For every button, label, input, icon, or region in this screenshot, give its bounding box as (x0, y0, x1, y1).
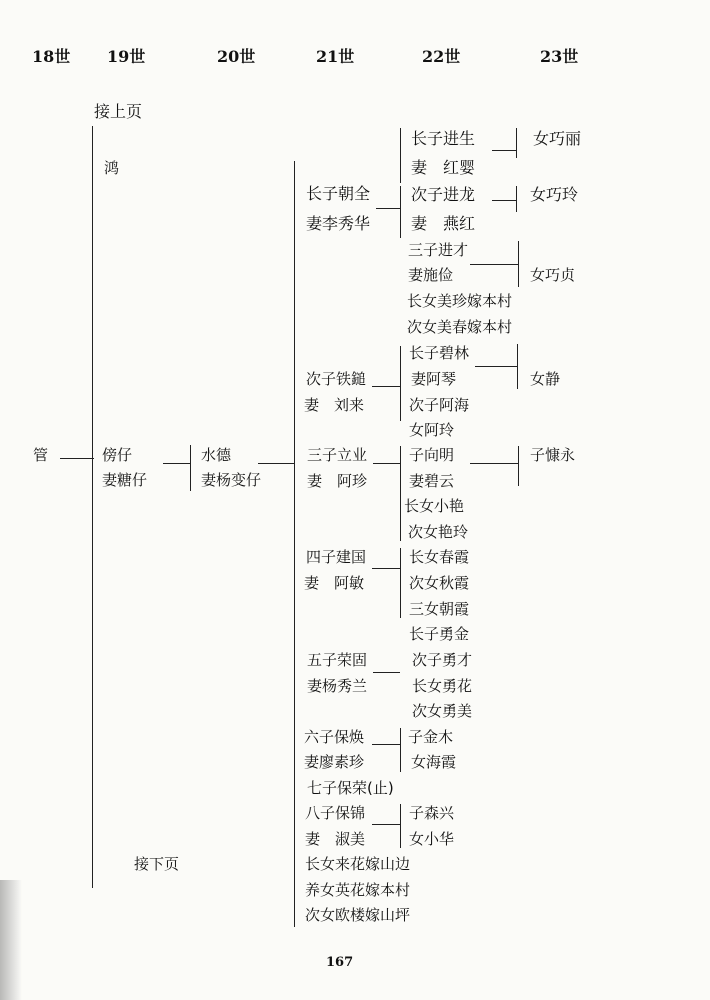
gen22-meizhen: 长女美珍嫁本村 (407, 292, 513, 310)
gen22-xiaoyan: 长女小艳 (404, 497, 465, 515)
gen22-bracket (400, 548, 401, 618)
gen20-wife: 妻杨变仔 (201, 471, 262, 489)
generation-header-22: 22世 (422, 47, 461, 66)
generation-header-19: 19世 (107, 47, 146, 66)
connector-line (258, 463, 294, 464)
gen22-jincai: 三子进才 (408, 241, 469, 259)
continued-from-note: 接上页 (94, 102, 143, 121)
gen22-bracket (400, 186, 401, 238)
continued-to-note: 接下页 (134, 855, 180, 873)
gen22-yanling: 次女艳玲 (408, 523, 469, 541)
gen22-bracket (400, 804, 401, 848)
connector-line (372, 824, 400, 825)
gen19-wife: 妻糖仔 (102, 471, 148, 489)
gen22-zhaoxia: 三女朝霞 (409, 600, 470, 618)
connector-line (470, 463, 518, 464)
gen21-son2-wife: 妻 刘来 (304, 396, 365, 414)
gen18-name: 管 (33, 446, 49, 464)
gen22-bracket (400, 128, 401, 183)
gen22-xiangming-wife: 妻碧云 (409, 472, 455, 490)
gen22-jinmu: 子金木 (408, 728, 454, 746)
gen21-son4-wife: 妻 阿敏 (304, 574, 365, 592)
generation-header-21: 21世 (316, 47, 355, 66)
gen19-hong: 鸿 (104, 159, 120, 177)
gen21-son1: 长子朝全 (306, 184, 371, 203)
gen21-son8: 八子保锦 (305, 804, 366, 822)
gen21-son3-wife: 妻 阿珍 (307, 472, 368, 490)
gen23-bracket (518, 446, 519, 486)
gen22-jinlong: 次子进龙 (411, 185, 476, 204)
gen22-jinsheng: 长子进生 (411, 129, 476, 148)
connector-line (492, 150, 516, 151)
gen22-xiangming: 子向明 (409, 446, 455, 464)
gen22-ahai: 次子阿海 (409, 396, 470, 414)
connector-line (470, 264, 518, 265)
connector-line (373, 463, 400, 464)
connector-line (475, 366, 517, 367)
gen23-jing: 女静 (530, 370, 561, 388)
page-number: 167 (326, 955, 354, 970)
gen22-chunxia: 长女春霞 (409, 548, 470, 566)
connector-line (376, 208, 400, 209)
connector-line (372, 744, 400, 745)
gen23-bracket (516, 186, 517, 212)
gen20-bracket (190, 445, 191, 491)
gen23-qiaozhen: 女巧贞 (530, 266, 576, 284)
gen23-qiaoling: 女巧玲 (530, 185, 579, 204)
gen22-yongcai: 次子勇才 (412, 651, 473, 669)
gen22-yongjin: 长子勇金 (409, 625, 470, 643)
gen21-bracket (294, 161, 295, 927)
generation-header-20: 20世 (217, 47, 256, 66)
gen21-son5: 五子荣固 (307, 651, 368, 669)
gen22-haixia: 女海霞 (411, 753, 457, 771)
gen21-daughter2: 次女欧楼嫁山坪 (305, 906, 411, 924)
scan-edge-shadow (0, 880, 22, 1000)
gen21-son3: 三子立业 (307, 446, 368, 464)
gen21-son5-wife: 妻杨秀兰 (307, 677, 368, 695)
gen22-senxing: 子森兴 (409, 804, 455, 822)
gen22-meichun: 次女美春嫁本村 (407, 318, 513, 336)
connector-line (372, 386, 400, 387)
gen22-bilin: 长子碧林 (409, 344, 470, 362)
gen22-bracket (400, 346, 401, 421)
gen21-daughter1: 长女来花嫁山边 (305, 855, 411, 873)
gen21-son4: 四子建国 (306, 548, 367, 566)
gen23-kangyong: 子慷永 (530, 446, 576, 464)
gen21-son6: 六子保焕 (304, 728, 365, 746)
connector-line (373, 672, 400, 673)
gen23-bracket (516, 128, 517, 158)
gen21-son8-wife: 妻 淑美 (305, 830, 366, 848)
gen22-qiuxia: 次女秋霞 (409, 574, 470, 592)
gen21-son2: 次子铁鎚 (306, 370, 367, 388)
gen19-bracket (92, 126, 93, 888)
gen22-bilin-wife: 妻阿琴 (411, 370, 457, 388)
generation-header-18: 18世 (32, 47, 71, 66)
gen22-jincai-wife: 妻施俭 (408, 266, 454, 284)
generation-header-23: 23世 (540, 47, 579, 66)
gen22-bracket (400, 728, 401, 772)
gen23-qiaoli: 女巧丽 (533, 129, 582, 148)
gen22-aling: 女阿玲 (409, 421, 455, 439)
gen19-name: 傍仔 (102, 446, 133, 464)
gen21-son6-wife: 妻廖素珍 (304, 753, 365, 771)
gen22-xiaohua: 女小华 (409, 830, 455, 848)
connector-line (60, 458, 94, 459)
connector-line (492, 200, 516, 201)
connector-line (372, 568, 400, 569)
connector-line (163, 463, 190, 464)
gen23-bracket (517, 344, 518, 389)
gen22-bracket (400, 446, 401, 541)
gen21-son1-wife: 妻李秀华 (306, 214, 371, 233)
gen23-bracket (518, 241, 519, 287)
gen20-name: 水德 (201, 446, 232, 464)
gen22-jinlong-wife: 妻 燕红 (411, 214, 476, 233)
gen22-yongmei: 次女勇美 (412, 702, 473, 720)
gen21-daughter-adopted: 养女英花嫁本村 (305, 881, 411, 899)
gen21-son7: 七子保荣(止) (307, 779, 394, 797)
gen22-jinsheng-wife: 妻 红婴 (411, 158, 476, 177)
gen22-yonghua: 长女勇花 (412, 677, 473, 695)
